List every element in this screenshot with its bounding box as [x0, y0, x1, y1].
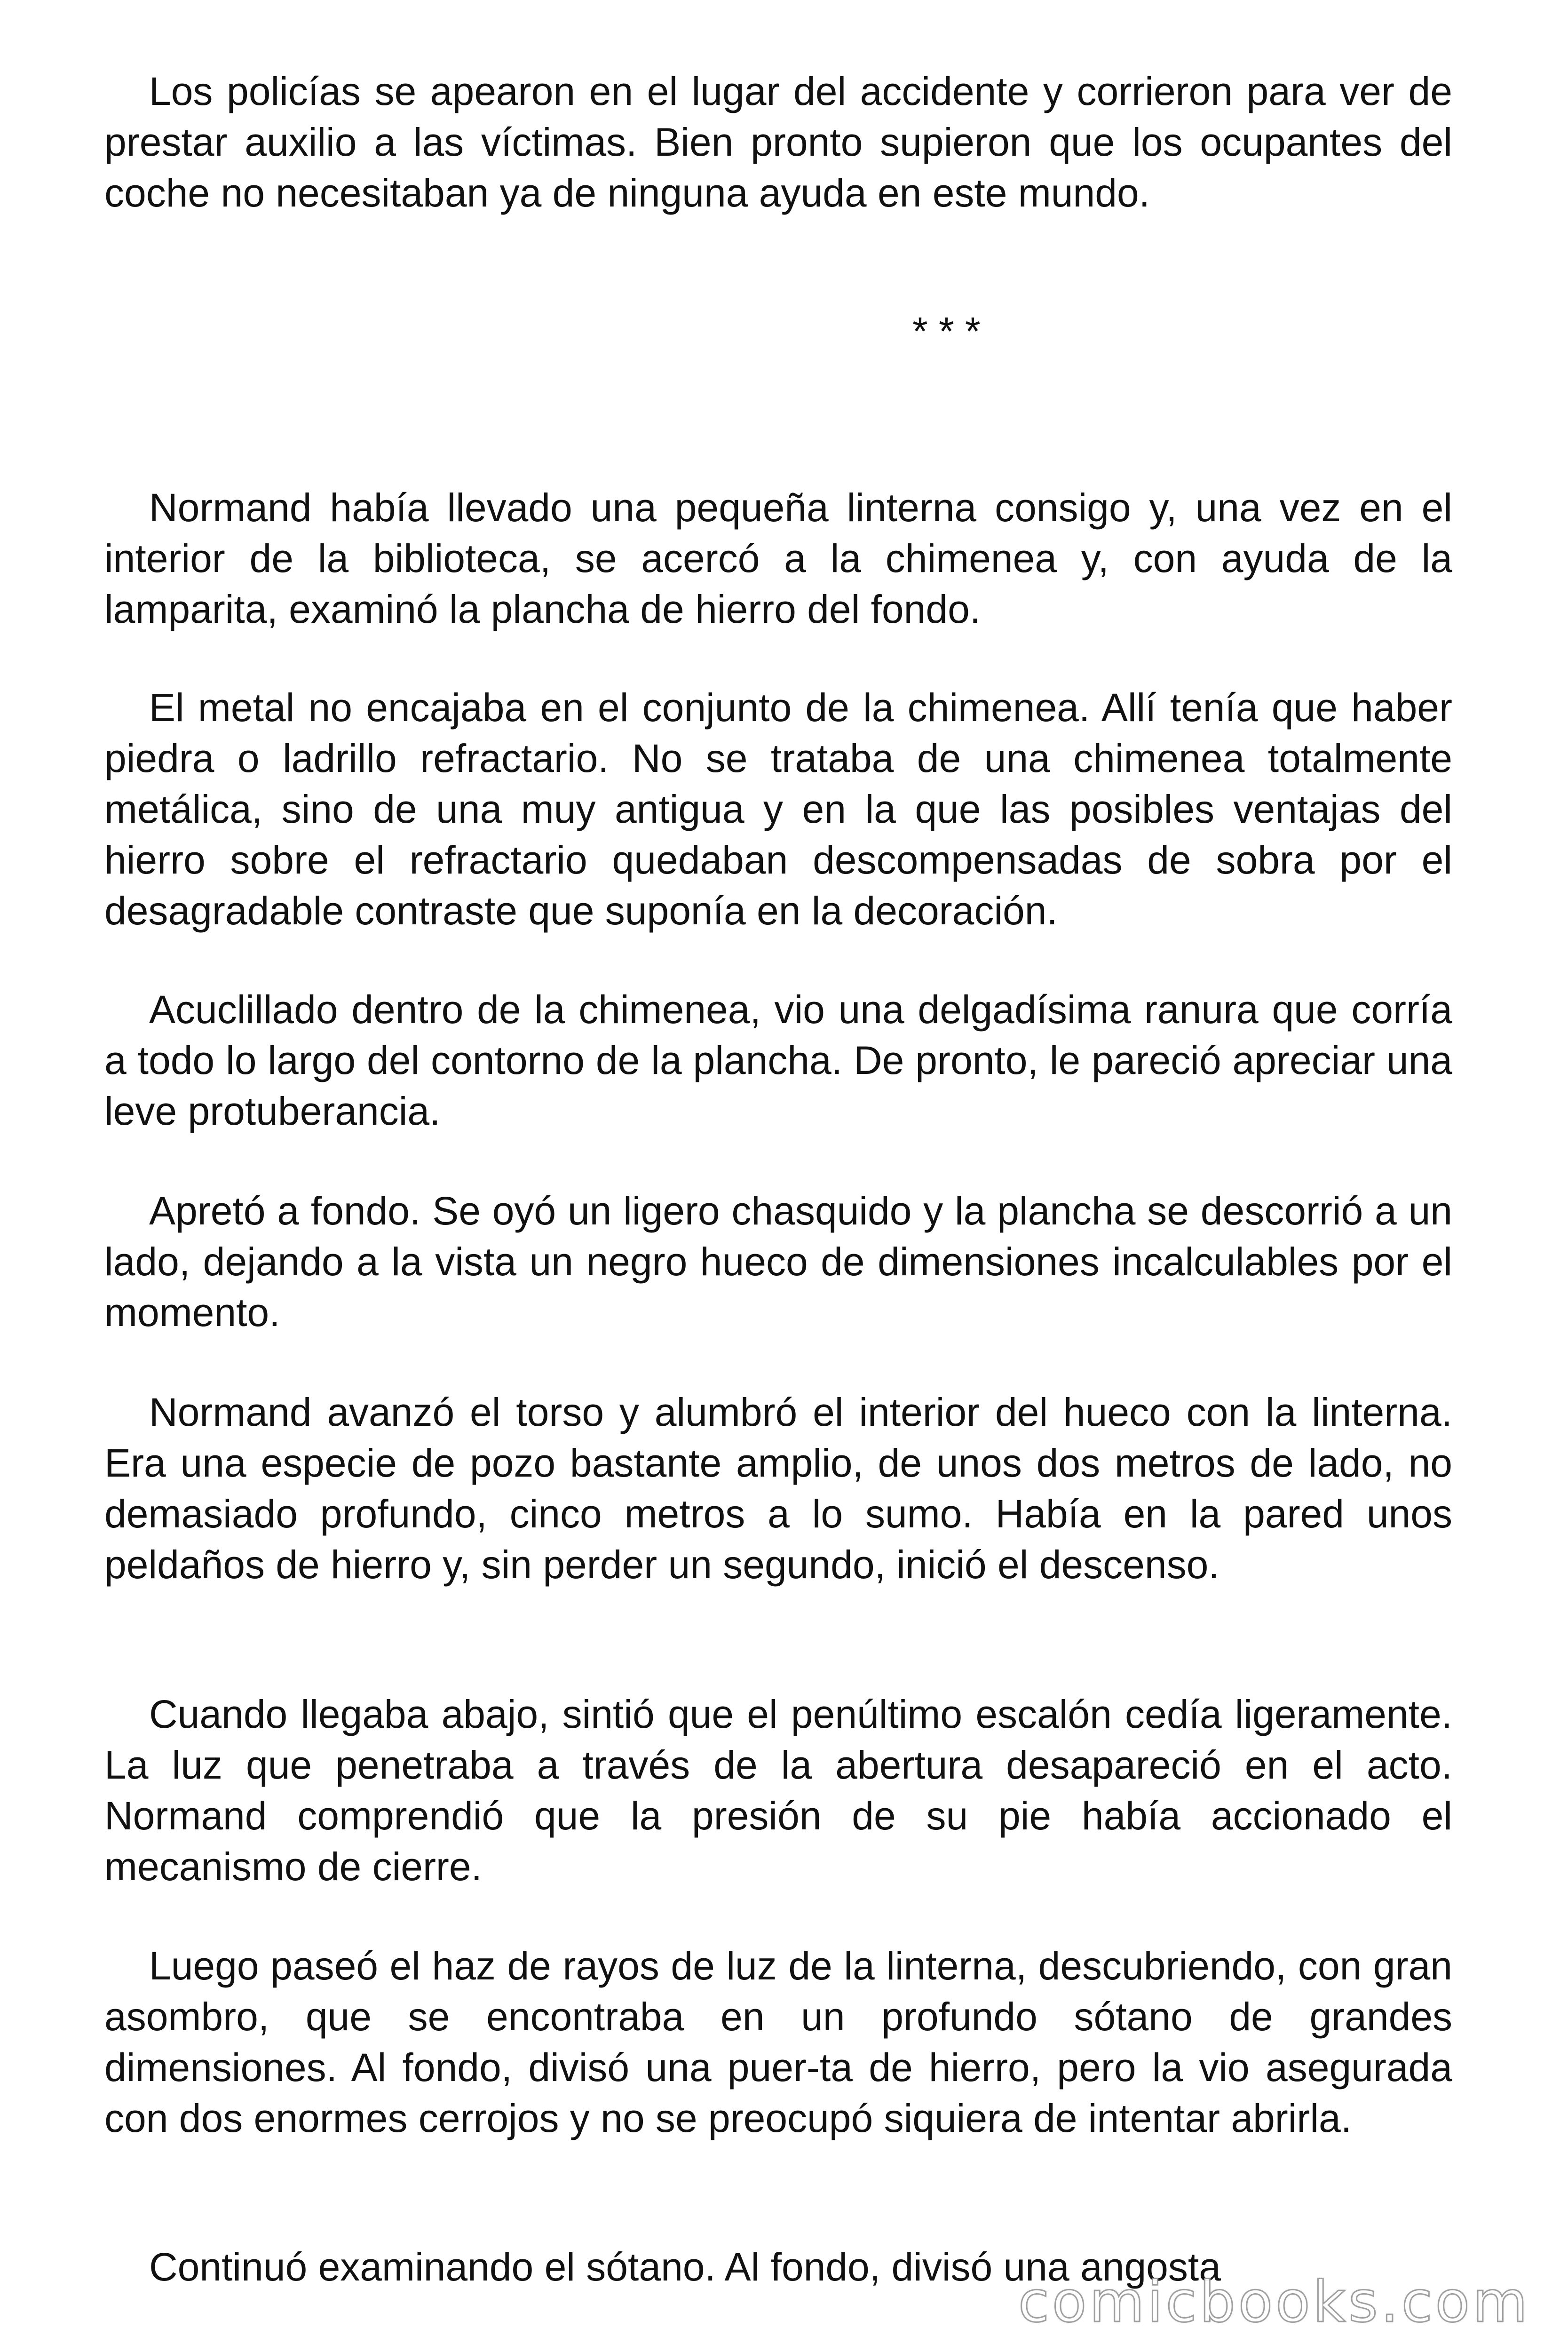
paragraph-closing-mechanism: Cuando llegaba abajo, sintió que el penúltimo escalón cedía ligeramente. La luz que penetraba a través de la abertura desapareció en el acto. Normand comprendió que la presión de su pie había accionado el mecanismo de cierre. — [104, 1692, 1452, 1889]
paragraph-basement: Luego paseó el haz de rayos de luz de la linterna, descubriendo, con gran asombro, que se encontraba en un profundo sótano de grandes dimensiones. Al fondo, divisó una puer-ta de hierro, pero la vio asegurada con dos enormes cerrojos y no se preocupó siquiera de intentar abrirla. — [104, 1944, 1452, 2140]
paragraph-flashlight: Normand había llevado una pequeña linterna consigo y, una vez en el interior de la biblioteca, se acercó a la chimenea y, con ayuda de la lamparita, examinó la plancha de hierro del fondo. — [104, 485, 1452, 631]
paragraph-continued: Continuó examinando el sótano. Al fondo, divisó una angosta — [149, 2245, 1221, 2289]
section-separator: * * * — [912, 309, 981, 353]
watermark-logo: comicbooks.com — [1018, 2270, 1530, 2335]
paragraph-press: Apretó a fondo. Se oyó un ligero chasquido y la plancha se descorrió a un lado, dejando a la vista un negro hueco de dimensiones incalculables por el momento. — [104, 1189, 1452, 1335]
paragraph-well: Normand avanzó el torso y alumbró el interior del hueco con la linterna. Era una especie de pozo bastante amplio, de unos dos metros de lado, no demasiado profundo, cinco metros a lo sumo. Había en la pared unos peldaños de hierro y, sin perder un segundo, inició el descenso. — [104, 1390, 1452, 1587]
paragraph-groove: Acuclillado dentro de la chimenea, vio una delgadísima ranura que corría a todo lo largo del contorno de la plancha. De pronto, le pareció apreciar una leve protuberancia. — [104, 987, 1452, 1133]
paragraph-metal-plate: El metal no encajaba en el conjunto de la chimenea. Allí tenía que haber piedra o ladrillo refractario. No se trataba de una chimenea totalmente metálica, sino de una muy antigua y en la que las posibles ventajas del hierro sobre el refractario quedaban descompensadas de sobra por el desagradable contraste que suponía en la decoración. — [104, 685, 1452, 933]
paragraph-accident: Los policías se apearon en el lugar del accidente y corrieron para ver de prestar auxilio a las víctimas. Bien pronto supieron que los ocupantes del coche no necesitaban ya de ninguna ayuda en este mundo. — [104, 69, 1452, 215]
